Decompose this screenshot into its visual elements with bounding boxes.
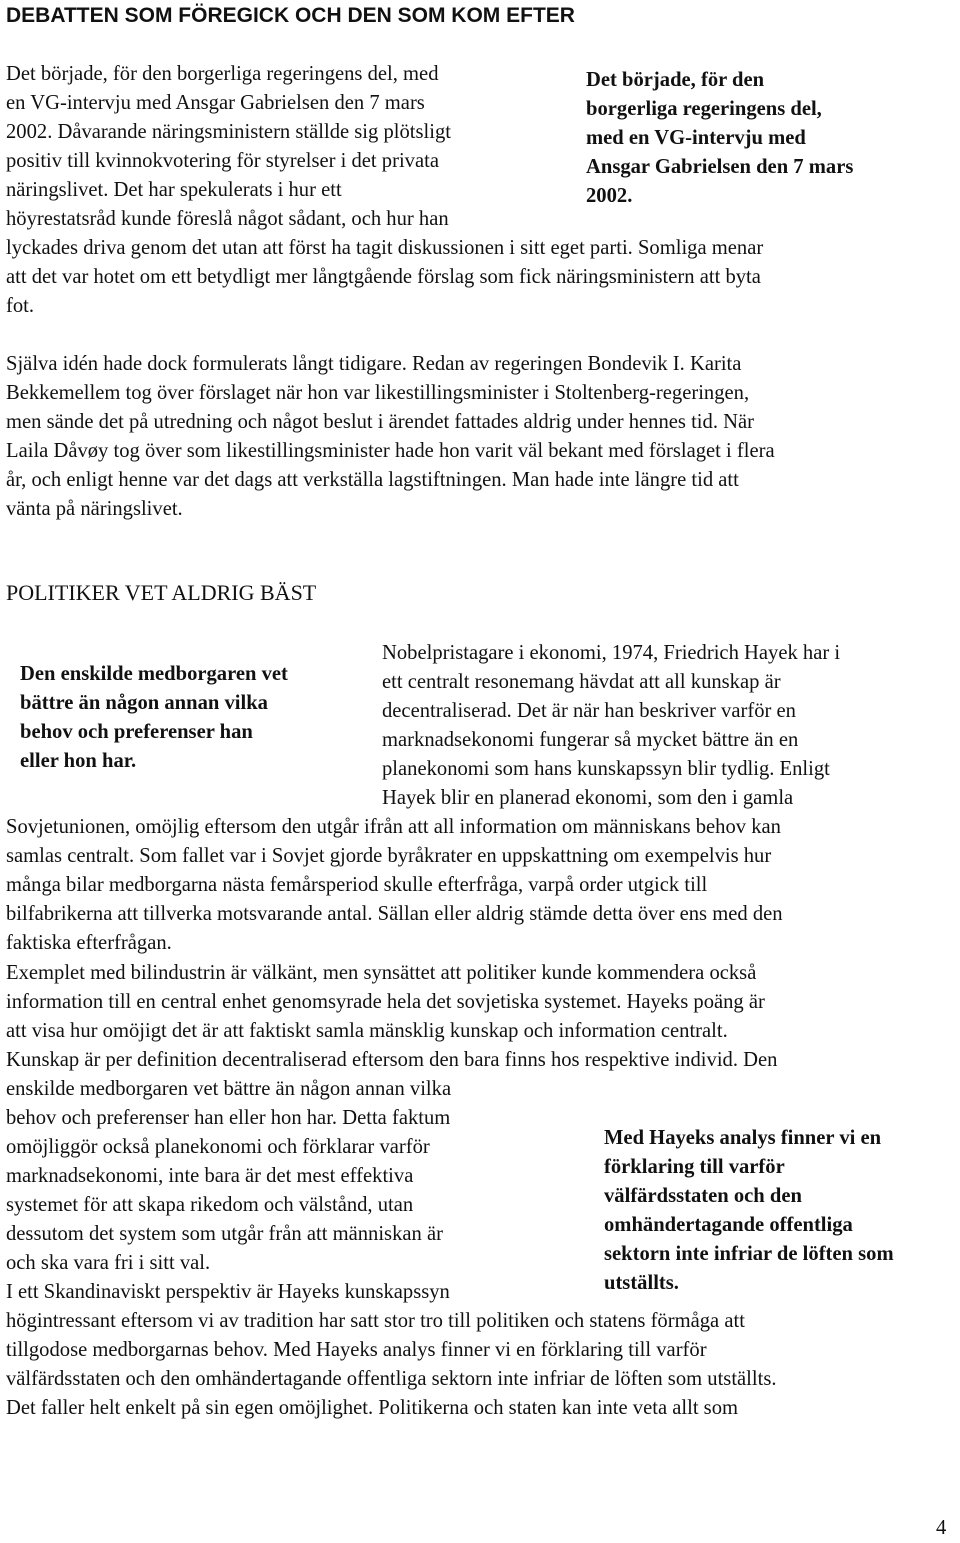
paragraph-ideas-history: Själva idén hade dock formulerats långt tidigare. Redan av regeringen Bondevik I. Karita Bekkemellem tog över förslaget när hon var likestillingsminister i Stoltenberg-regeringen, men sände det på utredning och något beslut i ärendet fattades aldrig under hennes tid. När Laila Dåvøy tog över som likestillingsminister hade hon varit väl bekant med förslaget i flera år, och enligt henne var det dags att verkställa lagstiftningen. Man hade inte längre tid att vänta på näringslivet. bbox=[6, 353, 775, 520]
paragraph-hayek-top: Nobelpristagare i ekonomi, 1974, Friedrich Hayek har i ett centralt resonemang hävdat att all kunskap är decentraliserad. Det är när han beskriver varför en marknadsekonomi fungerar så mycket bättre än en planekonomi som hans kunskapssyn blir tydlig. Enligt Hayek blir en planerad ekonomi, som den i gamla bbox=[382, 642, 841, 809]
pullquote-medborgaren: Den enskilde medborgaren vet bättre än någon annan vilka behov och preferenser han eller hon har. bbox=[20, 663, 288, 772]
section-heading-politiker: POLITIKER VET ALDRIG BÄST bbox=[6, 580, 317, 605]
section-heading-debatten: DEBATTEN SOM FÖREGICK OCH DEN SOM KOM EFTER bbox=[6, 4, 575, 27]
page-number: 4 bbox=[936, 1517, 947, 1539]
pullquote-vg-intervju: Det började, för den borgerliga regeringens del, med en VG-intervju med Ansgar Gabrielsen den 7 mars 2002. bbox=[586, 69, 854, 207]
pullquote-hayeks-analys: Med Hayeks analys finner vi en förklaring till varför välfärdsstaten och den omhändertagande offentliga sektorn inte infriar de löften som utställts. bbox=[604, 1127, 894, 1294]
paragraph-hayek-bottom: Sovjetunionen, omöjlig eftersom den utgår ifrån att all information om människans behov kan samlas centralt. Som fallet var i Sovjet gjorde byråkrater en uppskattning om exempelvis hur många bilar medborgarna nästa femårsperiod skulle efterfråga, varpå order utgick till bilfabrikerna att tillverka motsvarande antal. Sällan eller aldrig stämde detta över ens med den faktiska efterfrågan. bbox=[6, 816, 783, 954]
paragraph-bilindustrin: Exemplet med bilindustrin är välkänt, men synsättet att politiker kunde kommendera också information till en central enhet genomsyrade hela det sovjetiska systemet. Hayeks poäng är att visa hur omöjigt det är att faktiskt samla mänsklig kunskap och information centralt. Kunskap är per definition decentraliserad eftersom den bara finns hos respektive individ. Den enskilde medborgaren vet bättre än någon annan vilka behov och preferenser han eller hon har. Detta faktum omöjliggör också planekonomi och förklarar varför marknadsekonomi, inte bara är det mest effektiva systemet för att skapa rikedom och välstånd, utan dessutom det system som utgår från att människan är och ska vara fri i sitt val. I ett Skandinaviskt perspektiv är Hayeks kunskapssyn högintressant eftersom vi av tradition har satt stor tro till politiken och statens förmåga att tillgodose medborgarnas behov. Med Hayeks analys finner vi en förklaring till varför välfärdsstaten och den omhändertagande offentliga sektorn inte infriar de löften som utställts. Det faller helt enkelt på sin egen omöjlighet. Politikerna och staten kan inte veta allt som bbox=[6, 962, 778, 1419]
paragraph-intro: Det började, för den borgerliga regeringens del, med en VG-intervju med Ansgar Gabrielsen den 7 mars 2002. Dåvarande näringsministern ställde sig plötsligt positiv till kvinnokvotering för styrelser i det privata näringslivet. Det har spekulerats i hur ett höyrestatsråd kunde föreslå något sådant, och hur han lyckades driva genom det utan att först ha tagit diskussionen i sitt eget parti. Somliga menar att det var hotet om ett betydligt mer långtgående förslag som fick näringsministern att byta fot. bbox=[6, 63, 764, 317]
